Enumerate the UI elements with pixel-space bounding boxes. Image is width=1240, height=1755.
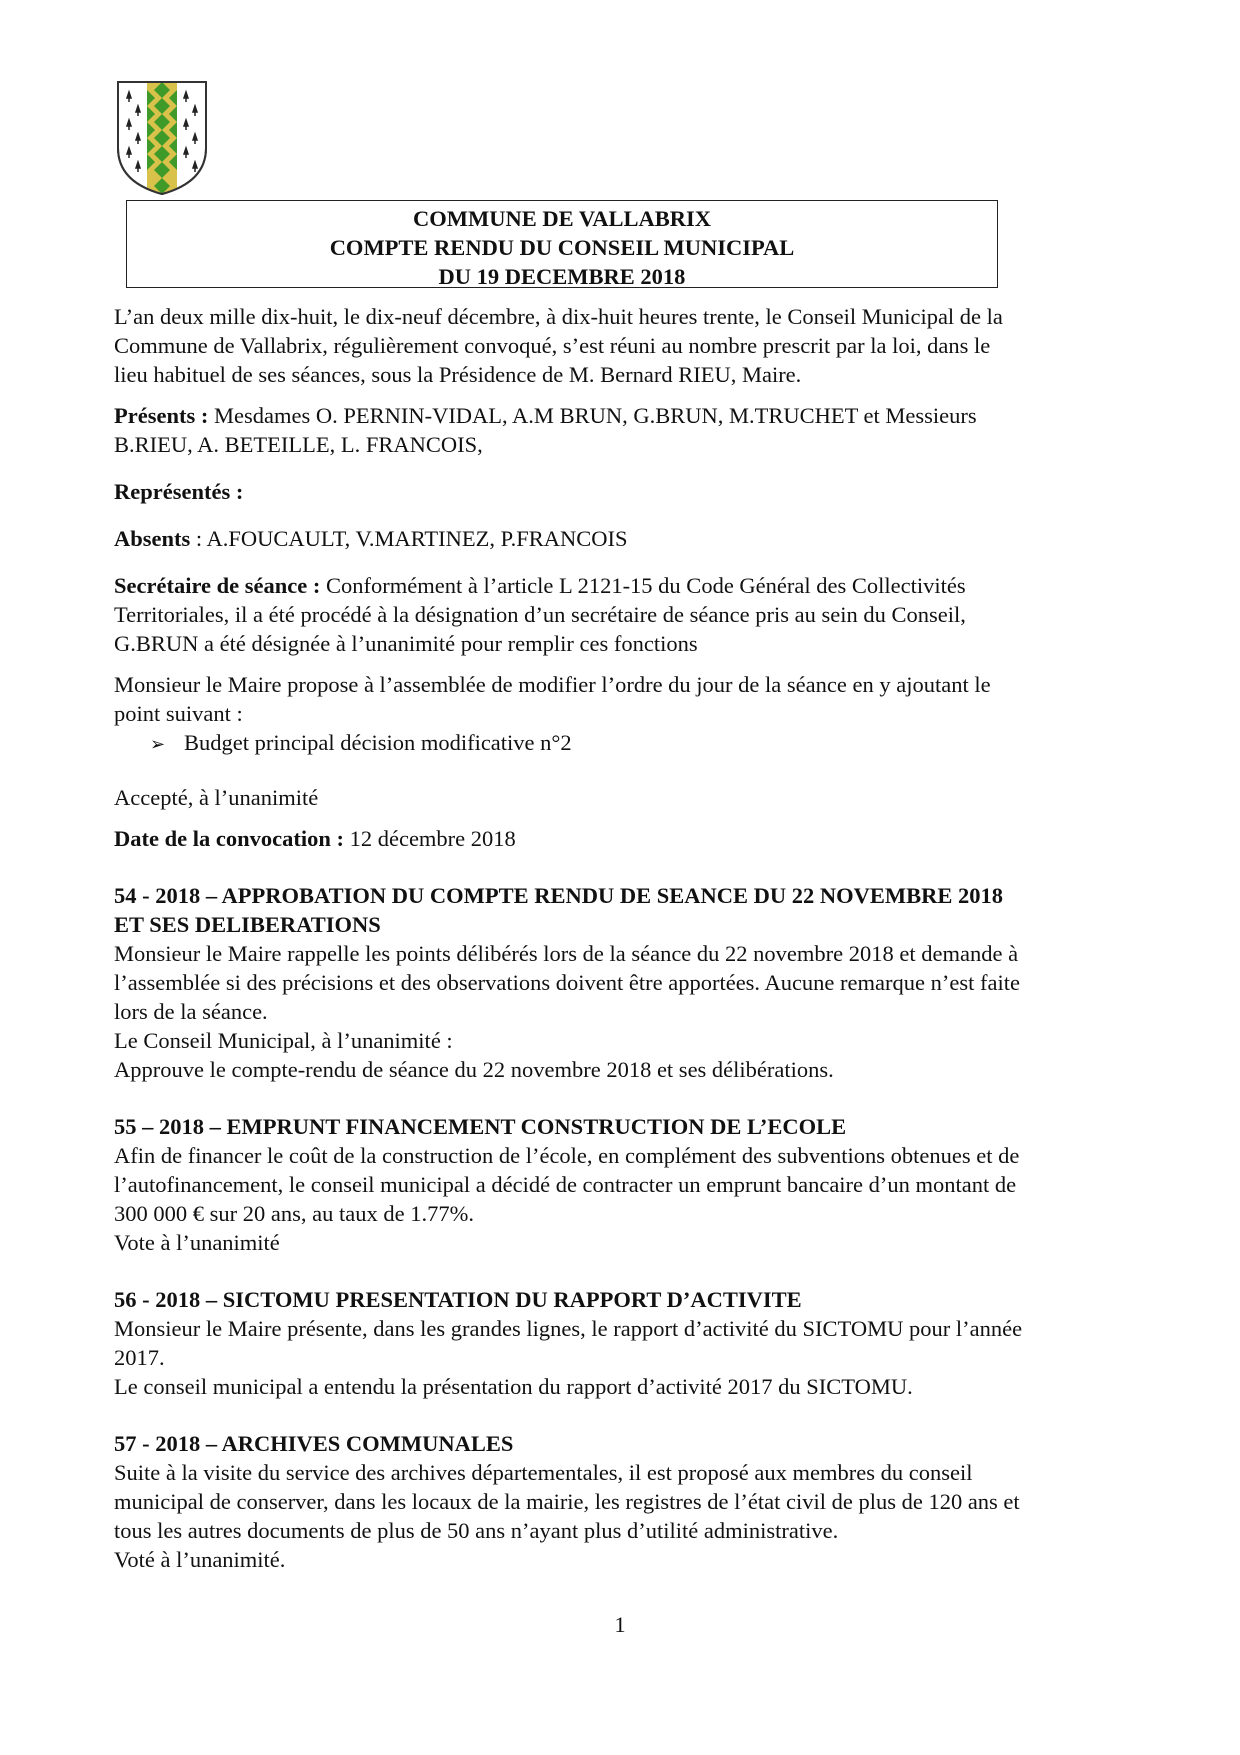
intro-paragraph bbox=[114, 302, 1134, 389]
accepte-paragraph bbox=[114, 783, 1134, 812]
heading-line: 57 - 2018 – ARCHIVES COMMUNALES bbox=[114, 1431, 514, 1456]
presents-text: B.RIEU, A. BETEILLE, L. FRANCOIS, bbox=[114, 432, 483, 457]
body-line: 2017. bbox=[114, 1345, 165, 1370]
heading-line: 56 - 2018 – SICTOMU PRESENTATION DU RAPPORT D’ACTIVITE bbox=[114, 1287, 802, 1312]
body-line: 300 000 € sur 20 ans, au taux de 1.77%. bbox=[114, 1201, 474, 1226]
body-line: Approuve le compte-rendu de séance du 22 novembre 2018 et ses délibérations. bbox=[114, 1057, 834, 1082]
document-body bbox=[114, 302, 1134, 1574]
section-57-heading bbox=[114, 1429, 1134, 1458]
intro-line: Commune de Vallabrix, régulièrement convoqué, s’est réuni au nombre prescrit par la loi, dans le bbox=[114, 333, 991, 358]
body-line: l’autofinancement, le conseil municipal a décidé de contracter un emprunt bancaire d’un montant de bbox=[114, 1172, 1017, 1197]
heading-line: ET SES DELIBERATIONS bbox=[114, 912, 381, 937]
section-55-heading bbox=[114, 1112, 1134, 1141]
presents-paragraph bbox=[114, 401, 1134, 459]
secretaire-paragraph bbox=[114, 571, 1134, 658]
title-compte-rendu: COMPTE RENDU DU CONSEIL MUNICIPAL bbox=[329, 235, 795, 260]
secretaire-text: G.BRUN a été désignée à l’unanimité pour remplir ces fonctions bbox=[114, 631, 698, 656]
absents-text: : A.FOUCAULT, V.MARTINEZ, P.FRANCOIS bbox=[190, 526, 628, 551]
body-line: Vote à l’unanimité bbox=[114, 1230, 280, 1255]
body-line: Voté à l’unanimité. bbox=[114, 1547, 286, 1572]
ordre-text: point suivant : bbox=[114, 701, 243, 726]
presents-label: Présents : bbox=[114, 403, 209, 428]
accepte-text: Accepté, à l’unanimité bbox=[114, 785, 319, 810]
secretaire-label: Secrétaire de séance : bbox=[114, 573, 321, 598]
section-57-body bbox=[114, 1458, 1134, 1574]
representes-paragraph bbox=[114, 477, 1134, 506]
ordre-text: Monsieur le Maire propose à l’assemblée de modifier l’ordre du jour de la séance en y ajoutant le bbox=[114, 672, 991, 697]
page-number: 1 bbox=[614, 1612, 626, 1637]
body-line: Le Conseil Municipal, à l’unanimité : bbox=[114, 1028, 453, 1053]
representes-label: Représentés : bbox=[114, 479, 244, 504]
coat-of-arms-logo bbox=[114, 78, 210, 198]
section-56-heading bbox=[114, 1285, 1134, 1314]
section-56-body bbox=[114, 1314, 1134, 1401]
section-55-body bbox=[114, 1141, 1134, 1257]
body-line: Afin de financer le coût de la construction de l’école, en complément des subventions obtenues et de bbox=[114, 1143, 1020, 1168]
secretaire-text: Territoriales, il a été procédé à la désignation d’un secrétaire de séance pris au sein du Conseil, bbox=[114, 602, 966, 627]
title-date: DU 19 DECEMBRE 2018 bbox=[438, 264, 686, 289]
ordre-du-jour-paragraph bbox=[114, 670, 1134, 728]
presents-text: Mesdames O. PERNIN-VIDAL, A.M BRUN, G.BRUN, M.TRUCHET et Messieurs bbox=[208, 403, 977, 428]
body-line: Suite à la visite du service des archives départementales, il est proposé aux membres du conseil bbox=[114, 1460, 973, 1485]
intro-line: lieu habituel de ses séances, sous la Présidence de M. Bernard RIEU, Maire. bbox=[114, 362, 802, 387]
intro-line: L’an deux mille dix-huit, le dix-neuf décembre, à dix-huit heures trente, le Conseil Municipal de la bbox=[114, 304, 1003, 329]
title-box bbox=[126, 200, 998, 288]
body-line: lors de la séance. bbox=[114, 999, 268, 1024]
convocation-paragraph bbox=[114, 824, 1134, 853]
absents-paragraph bbox=[114, 524, 1134, 553]
heading-line: 54 - 2018 – APPROBATION DU COMPTE RENDU DE SEANCE DU 22 NOVEMBRE 2018 bbox=[114, 883, 1003, 908]
body-line: Monsieur le Maire présente, dans les grandes lignes, le rapport d’activité du SICTOMU pour l’année bbox=[114, 1316, 1023, 1341]
absents-label: Absents bbox=[114, 526, 191, 551]
section-54-heading bbox=[114, 881, 1134, 939]
heading-line: 55 – 2018 – EMPRUNT FINANCEMENT CONSTRUCTION DE L’ECOLE bbox=[114, 1114, 847, 1139]
body-line: tous les autres documents de plus de 50 ans n’ayant plus d’utilité administrative. bbox=[114, 1518, 839, 1543]
section-54-body bbox=[114, 939, 1134, 1084]
body-line: Monsieur le Maire rappelle les points délibérés lors de la séance du 22 novembre 2018 et demande à bbox=[114, 941, 1019, 966]
arrow-bullet-icon: ➢ bbox=[150, 734, 166, 755]
body-line: Le conseil municipal a entendu la présentation du rapport d’activité 2017 du SICTOMU. bbox=[114, 1374, 913, 1399]
convocation-date: 12 décembre 2018 bbox=[343, 826, 516, 851]
title-commune: COMMUNE DE VALLABRIX bbox=[413, 206, 711, 231]
body-line: l’assemblée si des précisions et des observations doivent être apportées. Aucune remarque n’est faite bbox=[114, 970, 1020, 995]
bullet-item bbox=[114, 728, 1134, 759]
secretaire-text: Conformément à l’article L 2121-15 du Code Général des Collectivités bbox=[320, 573, 966, 598]
convocation-label: Date de la convocation : bbox=[114, 826, 344, 851]
bullet-text: Budget principal décision modificative n°2 bbox=[184, 730, 572, 755]
body-line: municipal de conserver, dans les locaux de la mairie, les registres de l’état civil de plus de 120 ans et bbox=[114, 1489, 1020, 1514]
